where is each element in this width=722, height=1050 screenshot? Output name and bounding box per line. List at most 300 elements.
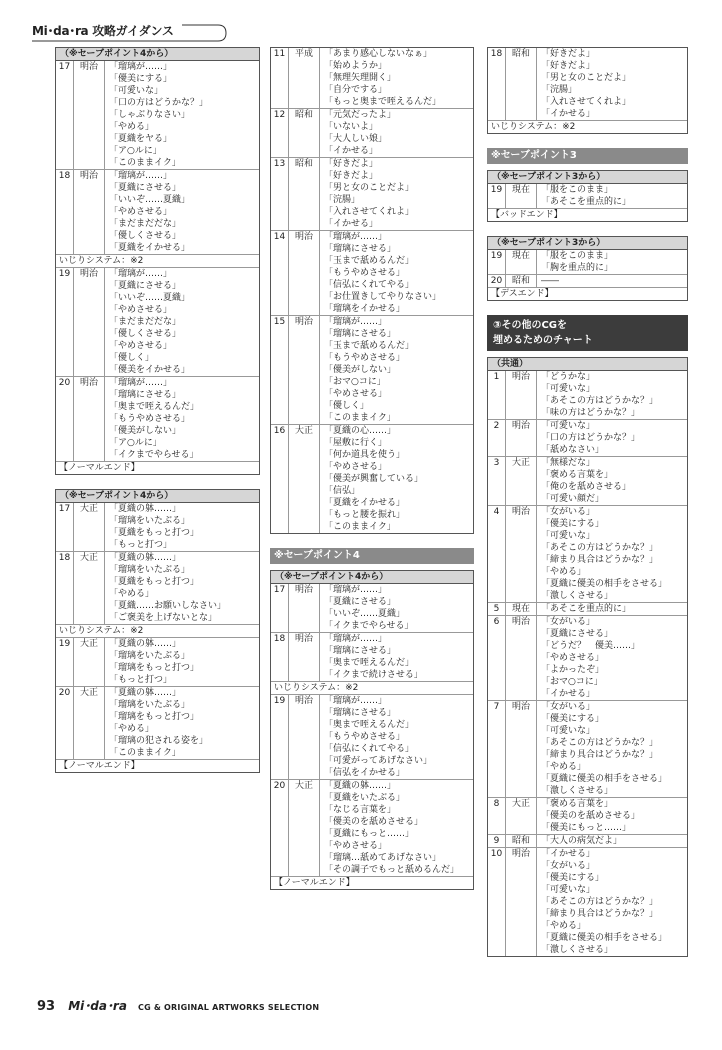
choice-item: 「イかせる」: [541, 849, 596, 859]
step-number: 18: [488, 48, 506, 120]
step-number: 7: [488, 701, 506, 797]
choice-item: 「優美にする」: [541, 873, 605, 883]
step-number: 20: [488, 275, 506, 287]
choice-item: 「瑠璃をもっと打つ」: [109, 663, 200, 673]
choice-item: 「やめさせる」: [324, 389, 388, 399]
section-heading: ※セーブポイント3: [487, 148, 688, 164]
table-row: [488, 506, 687, 603]
choice-item: 「夏織にさせる」: [109, 183, 182, 193]
choice-item: 「もうやめさせる」: [324, 268, 406, 278]
choice-item: 「瑠璃をいたぶる」: [109, 651, 191, 661]
choice-item: 「いいぞ……夏織」: [109, 293, 191, 303]
step-number: 8: [488, 798, 506, 834]
choice-list: [105, 503, 259, 551]
choice-item: 「夏織に優美の相手をさせる」: [541, 774, 668, 784]
table-title: （※セーブポイント3から）: [488, 171, 687, 184]
choice-list: [105, 377, 259, 461]
era-label: 現在: [506, 250, 537, 274]
step-number: 18: [56, 552, 74, 624]
choice-item: 「やめる」: [541, 762, 587, 772]
table-row: [488, 616, 687, 701]
choice-list: [537, 798, 687, 834]
step-number: 10: [488, 848, 506, 956]
choice-item: 「あそこの方はどうかな？」: [541, 897, 659, 907]
table-note: 【デスエンド】: [491, 289, 554, 299]
choice-list: [537, 184, 687, 208]
choice-item: 「優美がしない」: [324, 365, 397, 375]
choice-item: 「瑠璃が……」: [109, 378, 173, 388]
choice-list: [537, 835, 687, 847]
chart-table: [487, 236, 688, 301]
era-label: 現在: [506, 603, 537, 615]
table-row: [488, 798, 687, 835]
choice-list: [320, 780, 473, 876]
table-row: [56, 552, 259, 625]
choice-item: 「可愛いな」: [541, 885, 596, 895]
choice-item: 「やめさせる」: [324, 462, 388, 472]
choice-list: [105, 687, 259, 759]
header-title: Mi･da･ra 攻略ガイダンス: [32, 24, 174, 38]
choice-item: 「好きだよ」: [324, 159, 379, 169]
step-number: 19: [271, 695, 289, 779]
era-label: 現在: [506, 184, 537, 208]
era-label: 明治: [74, 61, 105, 169]
era-label: 明治: [74, 377, 105, 461]
choice-item: 「あそこの方はどうかな？」: [541, 738, 659, 748]
chart-table: [270, 570, 474, 890]
brand-logo-text: Mi･da･ra: [68, 999, 127, 1013]
step-number: 17: [56, 61, 74, 169]
choice-item: 「信弘にくれてやる」: [324, 280, 415, 290]
table-row: [488, 603, 687, 616]
choice-item: 「締まり具合はどうかな？」: [541, 555, 659, 565]
choice-item: 「夏織をいたぶる」: [324, 793, 406, 803]
choice-item: 「あそこを重点的に」: [541, 197, 632, 207]
choice-item: 「優美にする」: [109, 74, 173, 84]
choice-item: 「自分でする」: [324, 85, 388, 95]
choice-item: 「瑠璃の犯される姿を」: [109, 736, 209, 746]
era-label: 明治: [506, 701, 537, 797]
choice-item: 「口の方はどうかな？」: [109, 98, 209, 108]
table-row: [488, 420, 687, 457]
era-label: 明治: [289, 695, 320, 779]
choice-item: 「よかったぞ」: [541, 665, 605, 675]
choice-list: [537, 616, 687, 700]
choice-item: 「もっと打つ」: [109, 540, 173, 550]
step-number: 1: [488, 371, 506, 419]
era-label: 明治: [289, 584, 320, 632]
choice-list: [320, 695, 473, 779]
choice-item: 「瑠璃をいたぶる」: [109, 516, 191, 526]
choice-item: 「イクまでやらせる」: [324, 621, 414, 631]
choice-item: 「瑠璃が……」: [324, 317, 388, 327]
choice-item: 「まだまだだな」: [109, 317, 182, 327]
choice-item: 「瑠璃をもっと打つ」: [109, 712, 200, 722]
choice-item: 「もうやめさせる」: [324, 732, 406, 742]
choice-item: 「瑠璃をいたぶる」: [109, 700, 191, 710]
choice-item: 「舐めなさい」: [541, 445, 605, 455]
table-row: [56, 268, 259, 377]
era-label: 明治: [506, 616, 537, 700]
page-number: 93: [37, 999, 56, 1014]
era-label: 大正: [74, 687, 105, 759]
choice-list: [320, 48, 473, 108]
choice-item: 「イかせる」: [324, 146, 379, 156]
era-label: 大正: [506, 457, 537, 505]
choice-item: 「優美にする」: [541, 714, 605, 724]
choice-item: 「優しく」: [109, 353, 155, 363]
era-label: 昭和: [289, 158, 320, 230]
choice-list: [320, 633, 473, 681]
choice-item: 「瑠璃が……」: [109, 269, 173, 279]
choice-list: [320, 158, 473, 230]
table-row: [271, 425, 473, 533]
choice-item: 「女がいる」: [541, 617, 596, 627]
table-row: [56, 61, 259, 170]
table-note: 【バッドエンド】: [491, 210, 563, 220]
table-row: [271, 231, 473, 316]
choice-item: 「瑠璃が……」: [324, 696, 388, 706]
step-number: 9: [488, 835, 506, 847]
era-label: 平成: [289, 48, 320, 108]
choice-list: [320, 231, 473, 315]
choice-list: [537, 603, 687, 615]
step-number: 16: [271, 425, 289, 533]
choice-item: 「大人しい娘」: [324, 134, 388, 144]
era-label: 明治: [506, 848, 537, 956]
choice-item: 「玉まで舐めるんだ」: [324, 256, 415, 266]
choice-item: 「このままイク」: [324, 413, 396, 423]
table-row: [488, 48, 687, 121]
choice-item: 「ご褒美を上げないとな」: [109, 613, 218, 623]
era-label: 明治: [289, 231, 320, 315]
choice-item: 「瑠璃にさせる」: [324, 244, 397, 254]
choice-list: [105, 170, 259, 254]
choice-item: 「好きだよ」: [324, 171, 379, 181]
choice-item: 「イかせる」: [541, 109, 596, 119]
choice-item: 「可愛いな」: [541, 726, 596, 736]
step-number: 5: [488, 603, 506, 615]
choice-item: ――: [541, 276, 559, 286]
choice-item: 「可愛いな」: [541, 421, 596, 431]
choice-item: 「夏織の躰……」: [109, 688, 182, 698]
choice-item: 「瑠璃が……」: [324, 232, 388, 242]
choice-item: 「瑠璃…舐めてあげなさい」: [324, 853, 442, 863]
era-label: 昭和: [289, 109, 320, 157]
running-header: [32, 20, 230, 44]
choice-list: [537, 848, 687, 956]
table-note: いじりシステム：※2: [271, 682, 473, 695]
choice-item: 「激しくさせる」: [541, 591, 614, 601]
step-number: 20: [56, 377, 74, 461]
choice-list: [105, 552, 259, 624]
choice-item: 「あそこの方はどうかな？」: [541, 543, 659, 553]
choice-list: [105, 61, 259, 169]
choice-item: 「夏織の躰……」: [109, 639, 182, 649]
table-row: [56, 638, 259, 687]
table-row: [271, 158, 473, 231]
choice-list: [320, 425, 473, 533]
step-number: 18: [271, 633, 289, 681]
footer-subtitle: CG & ORIGINAL ARTWORKS SELECTION: [138, 1003, 320, 1012]
choice-item: 「浣腸」: [324, 195, 361, 205]
step-number: 12: [271, 109, 289, 157]
chapter-heading: [487, 315, 688, 351]
step-number: 19: [56, 638, 74, 686]
choice-item: 「男と女のことだよ」: [324, 183, 415, 193]
choice-item: 「男と女のことだよ」: [541, 73, 632, 83]
era-label: 明治: [289, 316, 320, 424]
choice-item: 「締まり具合はどうかな？」: [541, 750, 659, 760]
choice-item: 「その調子でもっと舐めるんだ」: [324, 865, 460, 875]
choice-item: 「女がいる」: [541, 861, 596, 871]
choice-item: 「あそこを重点的に」: [541, 604, 632, 614]
step-number: 6: [488, 616, 506, 700]
table-row: [271, 316, 473, 425]
choice-item: 「瑠璃にさせる」: [109, 390, 182, 400]
choice-item: 「このままイク」: [324, 522, 396, 532]
choice-item: 「信弘」: [324, 486, 361, 496]
choice-item: 「何か道具を使う」: [324, 450, 406, 460]
table-note: 【ノーマルエンド】: [59, 463, 140, 473]
choice-list: [320, 109, 473, 157]
choice-list: [537, 250, 687, 274]
choice-item: 「瑠璃にさせる」: [324, 646, 397, 656]
choice-item: 「浣腸」: [541, 85, 578, 95]
choice-item: 「奥まで咥えるんだ」: [324, 720, 415, 730]
table-row: [488, 835, 687, 848]
step-number: 19: [488, 184, 506, 208]
choice-item: 「優美がしない」: [109, 426, 182, 436]
section-heading: ※セーブポイント4: [270, 548, 474, 564]
choice-item: 「優美が興奮している」: [324, 474, 424, 484]
choice-item: 「俺のを舐めさせる」: [541, 482, 632, 492]
choice-item: 「夏織の心……」: [324, 426, 397, 436]
choice-item: 「もうやめさせる」: [324, 353, 406, 363]
choice-item: 「好きだよ」: [541, 49, 596, 59]
choice-item: 「夏織の躰……」: [109, 504, 182, 514]
choice-item: 「イかせる」: [541, 689, 596, 699]
choice-item: 「やめさせる」: [541, 653, 605, 663]
choice-item: 「奥まで咥えるんだ」: [109, 402, 200, 412]
era-label: 大正: [506, 798, 537, 834]
choice-item: 「可愛いな」: [109, 86, 164, 96]
choice-item: 「好きだよ」: [541, 61, 596, 71]
choice-item: 「褒める言葉を」: [541, 470, 614, 480]
step-number: 4: [488, 506, 506, 602]
table-row: [488, 848, 687, 956]
choice-list: [537, 457, 687, 505]
choice-item: 「あそこの方はどうかな？」: [541, 396, 659, 406]
era-label: 明治: [74, 268, 105, 376]
era-label: 大正: [74, 552, 105, 624]
choice-item: 「瑠璃をイかせる」: [324, 304, 406, 314]
choice-list: [320, 316, 473, 424]
table-row: [271, 695, 473, 780]
choice-item: 「このままイク」: [109, 158, 181, 168]
step-number: 17: [271, 584, 289, 632]
chart-table: [487, 170, 688, 222]
choice-item: 「可愛いな」: [541, 531, 596, 541]
step-number: 20: [271, 780, 289, 876]
table-row: [271, 584, 473, 633]
choice-item: 「イかせる」: [324, 219, 379, 229]
table-row: [488, 457, 687, 506]
choice-item: 「夏織をもっと打つ」: [109, 577, 200, 587]
choice-list: [537, 275, 687, 287]
choice-item: 「褒める言葉を」: [541, 799, 614, 809]
chart-table: [270, 47, 474, 534]
choice-item: 「やめる」: [541, 567, 587, 577]
table-row: [488, 371, 687, 420]
table-note: 【ノーマルエンド】: [274, 878, 355, 888]
step-number: 13: [271, 158, 289, 230]
table-row: [56, 377, 259, 462]
choice-item: 「服をこのまま」: [541, 185, 614, 195]
choice-item: 「優美をイかせる」: [109, 365, 191, 375]
choice-item: 「優しくさせる」: [109, 231, 182, 241]
era-label: 明治: [506, 371, 537, 419]
choice-item: 「服をこのまま」: [541, 251, 614, 261]
choice-item: 「瑠璃にさせる」: [324, 708, 397, 718]
choice-item: 「激しくさせる」: [541, 786, 614, 796]
choice-item: 「いいぞ……夏織」: [109, 195, 191, 205]
choice-item: 「奥まで咥えるんだ」: [324, 658, 415, 668]
era-label: 昭和: [506, 48, 537, 120]
choice-item: 「夏織にさせる」: [109, 281, 182, 291]
choice-item: 「あまり感心しないなぁ」: [324, 49, 433, 59]
choice-item: 「優しく」: [324, 401, 370, 411]
choice-item: 「信弘にくれてやる」: [324, 744, 415, 754]
choice-item: 「胸を重点的に」: [541, 263, 614, 273]
chapter-heading-line: 埋めるためのチャート: [493, 335, 593, 346]
choice-list: [537, 371, 687, 419]
era-label: 大正: [289, 780, 320, 876]
step-number: 19: [488, 250, 506, 274]
choice-item: 「夏織にさせる」: [541, 629, 614, 639]
table-row: [271, 633, 473, 682]
era-label: 明治: [289, 633, 320, 681]
choice-item: 「やめさせる」: [109, 341, 173, 351]
table-title: （※セーブポイント4から）: [271, 571, 473, 584]
choice-item: 「信弘をイかせる」: [324, 768, 406, 778]
choice-item: 「やめさせる」: [324, 841, 388, 851]
choice-item: 「女がいる」: [541, 702, 596, 712]
choice-item: 「締まり具合はどうかな？」: [541, 909, 659, 919]
table-title: （共通）: [488, 358, 687, 371]
table-note: 【ノーマルエンド】: [59, 761, 140, 771]
choice-item: 「大人の病気だよ」: [541, 836, 623, 846]
table-row: [271, 109, 473, 158]
era-label: 明治: [506, 506, 537, 602]
table-note: いじりシステム：※2: [491, 122, 576, 132]
choice-list: [320, 584, 473, 632]
choice-item: 「イクまで続けさせる」: [324, 670, 423, 680]
table-row: [488, 184, 687, 209]
choice-item: 「元気だったよ」: [324, 110, 397, 120]
table-row: [488, 250, 687, 275]
choice-item: 「どうだ？ 優美……」: [541, 641, 641, 651]
column-middle: [270, 47, 474, 904]
chart-table: [55, 47, 260, 475]
choice-item: 「瑠璃が……」: [109, 171, 173, 181]
step-number: 20: [56, 687, 74, 759]
choice-list: [537, 506, 687, 602]
era-label: 大正: [74, 503, 105, 551]
choice-item: 「もっと腰を振れ」: [324, 510, 406, 520]
table-row: [56, 503, 259, 552]
choice-item: 「このままイク」: [109, 748, 181, 758]
choice-list: [537, 48, 687, 120]
choice-item: 「無様だな」: [541, 458, 596, 468]
choice-item: 「夏織をイかせる」: [324, 498, 406, 508]
column-left: [55, 47, 260, 787]
table-note: いじりシステム：※2: [56, 625, 259, 638]
choice-list: [105, 268, 259, 376]
choice-item: 「やめる」: [541, 921, 587, 931]
choice-item: 「可愛がってあげなさい」: [324, 756, 433, 766]
choice-item: 「しゃぶりなさい」: [109, 110, 191, 120]
choice-item: 「入れさせてくれよ」: [541, 97, 632, 107]
table-note: いじりシステム：※2: [56, 255, 259, 268]
choice-item: 「瑠璃が……」: [109, 62, 173, 72]
choice-item: 「瑠璃をいたぶる」: [109, 565, 191, 575]
step-number: 2: [488, 420, 506, 456]
choice-item: 「おマ○コに」: [324, 377, 386, 387]
column-right: [487, 47, 688, 971]
era-label: 昭和: [506, 835, 537, 847]
table-row: [271, 780, 473, 877]
choice-item: 「夏織の躰……」: [109, 553, 182, 563]
step-number: 14: [271, 231, 289, 315]
choice-item: 「無理矢理開く」: [324, 73, 397, 83]
chart-table: [487, 47, 688, 134]
choice-item: 「やめる」: [109, 122, 155, 132]
choice-item: 「いいぞ……夏織」: [324, 609, 406, 619]
choice-item: 「ア○ルに」: [109, 438, 162, 448]
choice-item: 「おマ○コに」: [541, 677, 603, 687]
choice-item: 「可愛いな」: [541, 384, 596, 394]
choice-item: 「瑠璃が……」: [324, 634, 388, 644]
choice-item: 「もっと打つ」: [109, 675, 173, 685]
choice-item: 「夏織の躰……」: [324, 781, 397, 791]
step-number: 17: [56, 503, 74, 551]
choice-item: 「まだまだだな」: [109, 219, 182, 229]
choice-item: 「夏織にさせる」: [324, 597, 397, 607]
step-number: 18: [56, 170, 74, 254]
choice-list: [105, 638, 259, 686]
choice-item: 「ア○ルに」: [109, 146, 162, 156]
table-title: （※セーブポイント4から）: [56, 490, 259, 503]
choice-item: 「イクまでやらせる」: [109, 450, 199, 460]
chapter-heading-line: ③その他のCGを: [493, 320, 568, 331]
choice-item: 「屋敷に行く」: [324, 438, 388, 448]
choice-item: 「入れさせてくれよ」: [324, 207, 415, 217]
choice-item: 「始めようか」: [324, 61, 388, 71]
choice-item: 「瑠璃にさせる」: [324, 329, 397, 339]
choice-item: 「夏織をもっと打つ」: [109, 528, 200, 538]
choice-item: 「もっと奥まで咥えるんだ」: [324, 97, 442, 107]
choice-item: 「夏織をイかせる」: [109, 243, 191, 253]
choice-item: 「もうやめさせる」: [109, 414, 191, 424]
choice-list: [537, 420, 687, 456]
choice-item: 「優美のを舐めさせる」: [324, 817, 424, 827]
era-label: 大正: [74, 638, 105, 686]
table-row: [488, 701, 687, 798]
choice-item: 「やめる」: [109, 589, 155, 599]
step-number: 3: [488, 457, 506, 505]
choice-item: 「やめさせる」: [109, 207, 173, 217]
